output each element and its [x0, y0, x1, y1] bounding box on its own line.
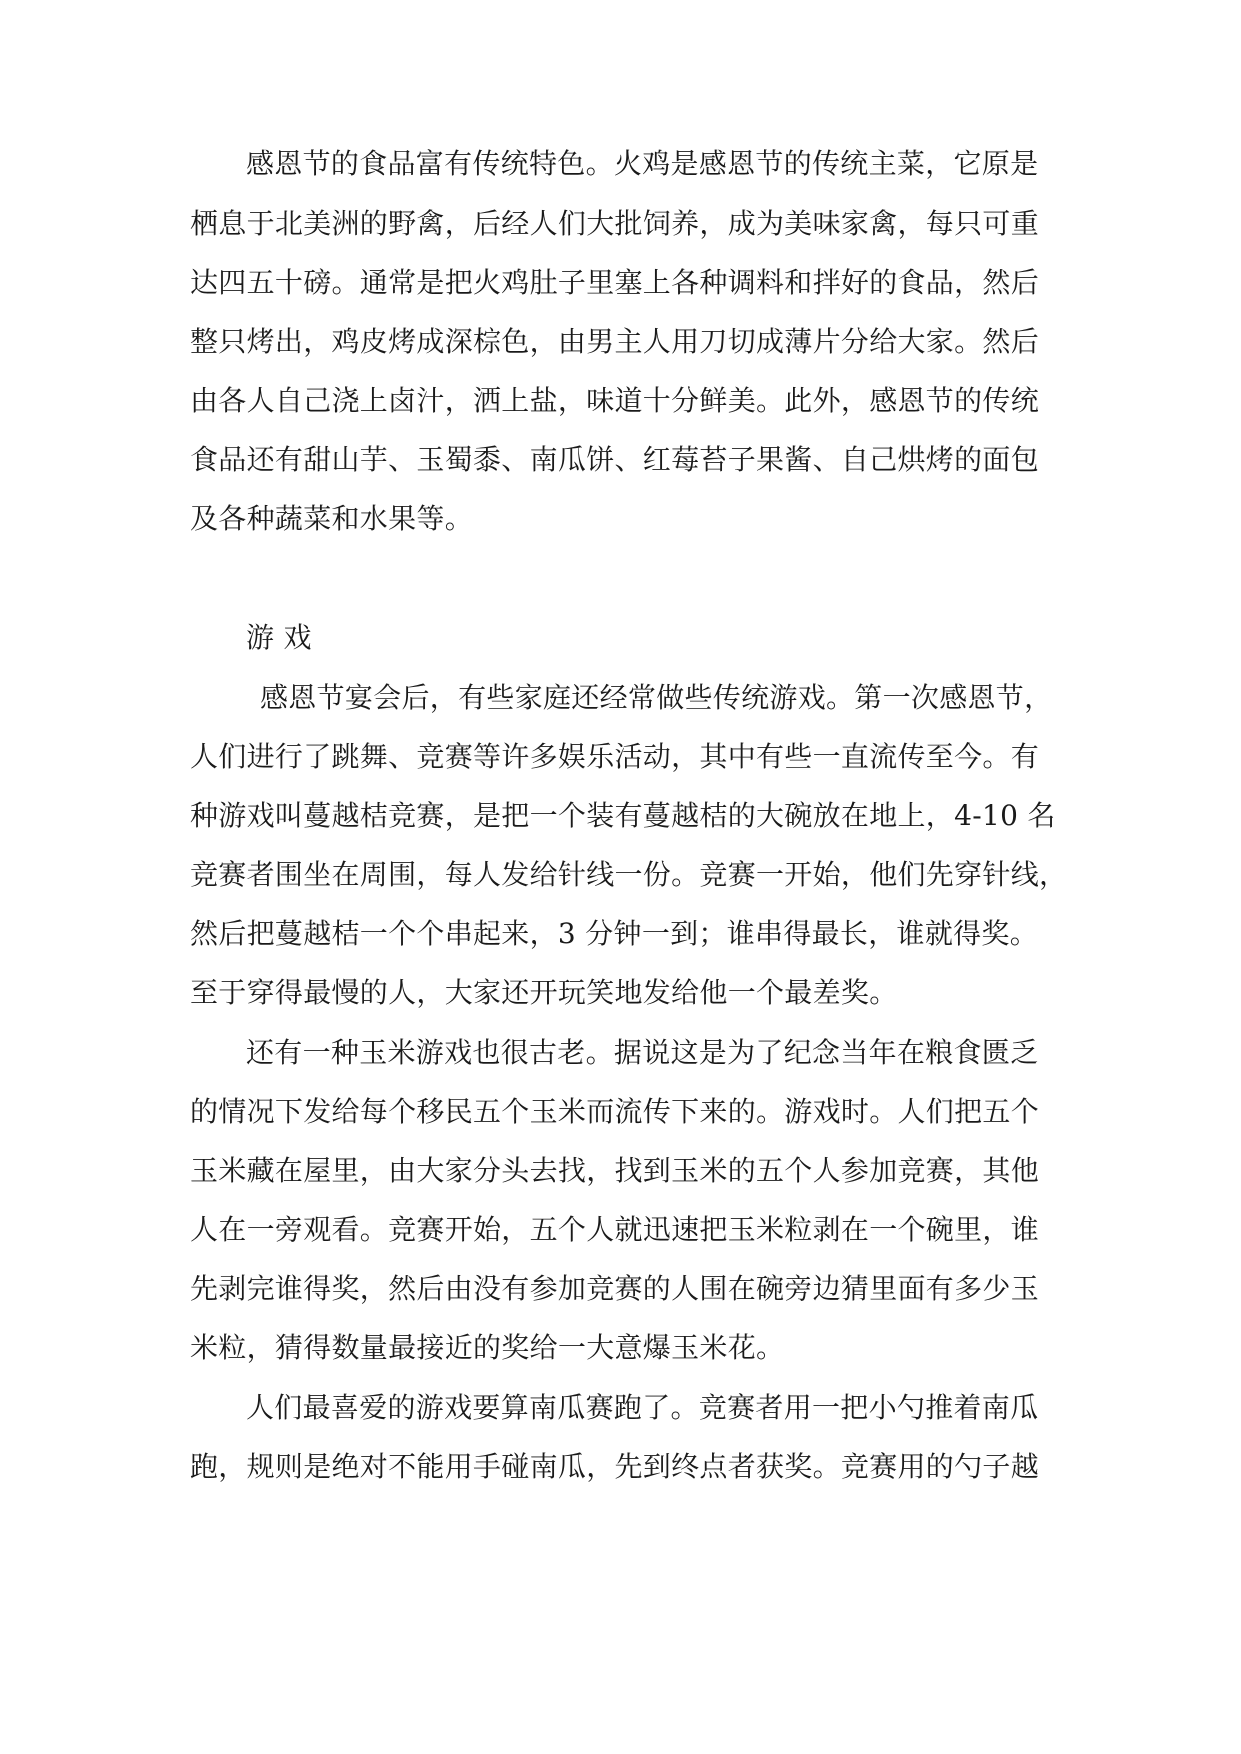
text-line-13: 然后把蔓越桔一个个串起来，3 分钟一到；谁串得最长，谁就得奖。: [190, 917, 1039, 950]
text-line-10: 人们进行了跳舞、竞赛等许多娱乐活动，其中有些一直流传至今。有: [190, 740, 1040, 773]
section-heading: 游 戏: [246, 621, 312, 654]
text-line-5: 由各人自己浇上卤汁，洒上盐，味道十分鲜美。此外，感恩节的传统: [190, 384, 1040, 417]
text-line-18: 人在一旁观看。竞赛开始，五个人就迅速把玉米粒剥在一个碗里，谁: [190, 1213, 1040, 1246]
text-line-12: 竞赛者围坐在周围，每人发给针线一份。竞赛一开始，他们先穿针线，: [190, 858, 1068, 891]
text-line-19: 先剥完谁得奖，然后由没有参加竞赛的人围在碗旁边猜里面有多少玉: [190, 1272, 1040, 1305]
text-line-9: 感恩节宴会后，有些家庭还经常做些传统游戏。第一次感恩节，: [260, 681, 1053, 714]
text-line-20: 米粒，猜得数量最接近的奖给一大意爆玉米花。: [190, 1331, 785, 1364]
text-line-7: 及各种蔬菜和水果等。: [190, 502, 474, 535]
text-line-22: 跑，规则是绝对不能用手碰南瓜，先到终点者获奖。竞赛用的勺子越: [190, 1450, 1040, 1483]
text-line-1: 感恩节的食品富有传统特色。火鸡是感恩节的传统主菜，它原是: [246, 147, 1039, 180]
text-line-4: 整只烤出，鸡皮烤成深棕色，由男主人用刀切成薄片分给大家。然后: [190, 325, 1040, 358]
text-line-21: 人们最喜爱的游戏要算南瓜赛跑了。竞赛者用一把小勺推着南瓜: [246, 1391, 1039, 1424]
text-line-16: 的情况下发给每个移民五个玉米而流传下来的。游戏时。人们把五个: [190, 1095, 1040, 1128]
text-line-15: 还有一种玉米游戏也很古老。据说这是为了纪念当年在粮食匮乏: [246, 1036, 1039, 1069]
text-line-14: 至于穿得最慢的人，大家还开玩笑地发给他一个最差奖。: [190, 976, 898, 1009]
text-line-17: 玉米藏在屋里，由大家分头去找，找到玉米的五个人参加竞赛，其他: [190, 1154, 1040, 1187]
text-line-2: 栖息于北美洲的野禽，后经人们大批饲养，成为美味家禽，每只可重: [190, 207, 1040, 240]
text-line-11: 种游戏叫蔓越桔竞赛，是把一个装有蔓越桔的大碗放在地上，4-10 名: [190, 799, 1056, 832]
text-line-6: 食品还有甜山芋、玉蜀黍、南瓜饼、红莓苔子果酱、自己烘烤的面包: [190, 443, 1040, 476]
text-line-3: 达四五十磅。通常是把火鸡肚子里塞上各种调料和拌好的食品，然后: [190, 266, 1040, 299]
